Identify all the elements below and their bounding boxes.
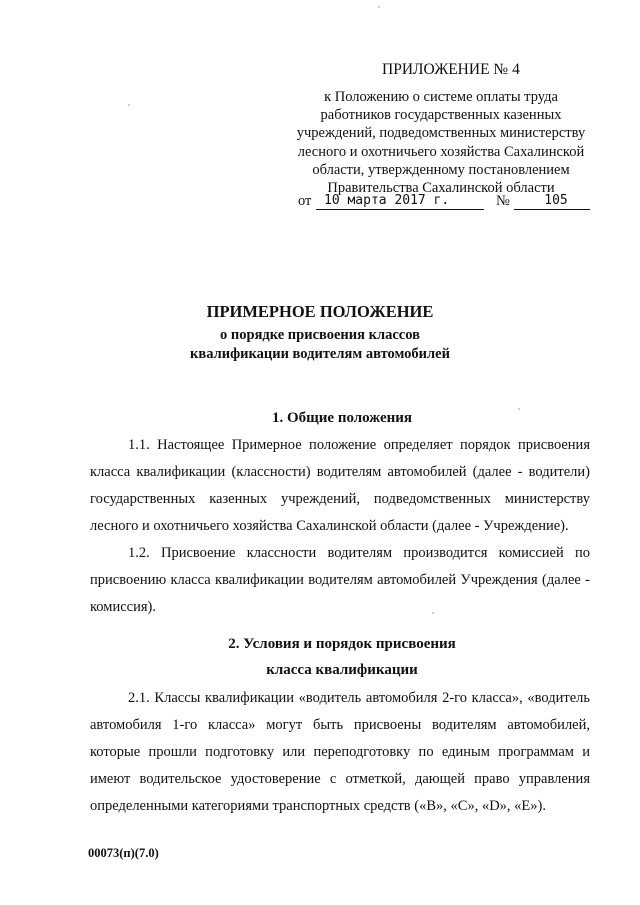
paragraph: 1.2. Присвоение классности водителям производится комиссией по присвоению класса квалификации водителям автомобилей Учреждения (далее - комиссия). [90,545,590,615]
subtitle-line: о порядке присвоения классов [220,327,420,343]
appendix-reference [276,88,606,197]
section-heading: 2. Условия и порядок присвоения [228,636,456,652]
appendix-line: к Положению о системе оплаты труда [324,89,558,105]
paragraph: 2.1. Классы квалификации «водитель автомобиля 2-го класса», «водитель автомобиля 1-го класса» могут быть присвоены водителям автомобилей, которые прошли подготовку или переподготовку по единым программам и имеют водительское удостоверение с отметкой, дающей право управления определенными категориями транспортных средств («B», «C», «D», «E»). [90,690,590,814]
section-heading: класса квалификации [266,662,418,678]
document-subtitle [0,326,640,364]
date-label: от [298,193,312,209]
scan-speck [518,408,520,410]
paragraph: 1.1. Настоящее Примерное положение определяет порядок присвоения класса квалификации (классности) водителям автомобилей (далее - водители) государственных казенных учреждений, подведомственных министерству лесного и охотничьего хозяйства Сахалинской области (далее - Учреждение). [90,437,590,534]
appendix-line: области, утвержденному постановлением [312,161,570,178]
document-title: ПРИМЕРНОЕ ПОЛОЖЕНИЕ [206,302,434,321]
appendix-title-text: ПРИЛОЖЕНИЕ № 4 [382,61,520,78]
scan-speck [128,104,130,106]
scan-speck [378,6,380,8]
resolution-date: 10 марта 2017 г. [316,193,484,210]
appendix-line: лесного и охотничьего хозяйства Сахалинской [297,143,585,160]
scan-speck [432,612,434,614]
resolution-number: 105 [514,193,590,210]
resolution-date-number [298,193,598,215]
document-code: 00073(п)(7.0) [88,846,159,860]
appendix-line: учреждений, подведомственных министерству [296,125,586,142]
appendix-line: работников государственных казенных [320,107,562,124]
number-label: № [496,193,510,209]
section-heading: 1. Общие положения [271,410,413,426]
subtitle-line: квалификации водителям автомобилей [190,346,450,362]
appendix-line: Правительства Сахалинской области [327,180,555,197]
